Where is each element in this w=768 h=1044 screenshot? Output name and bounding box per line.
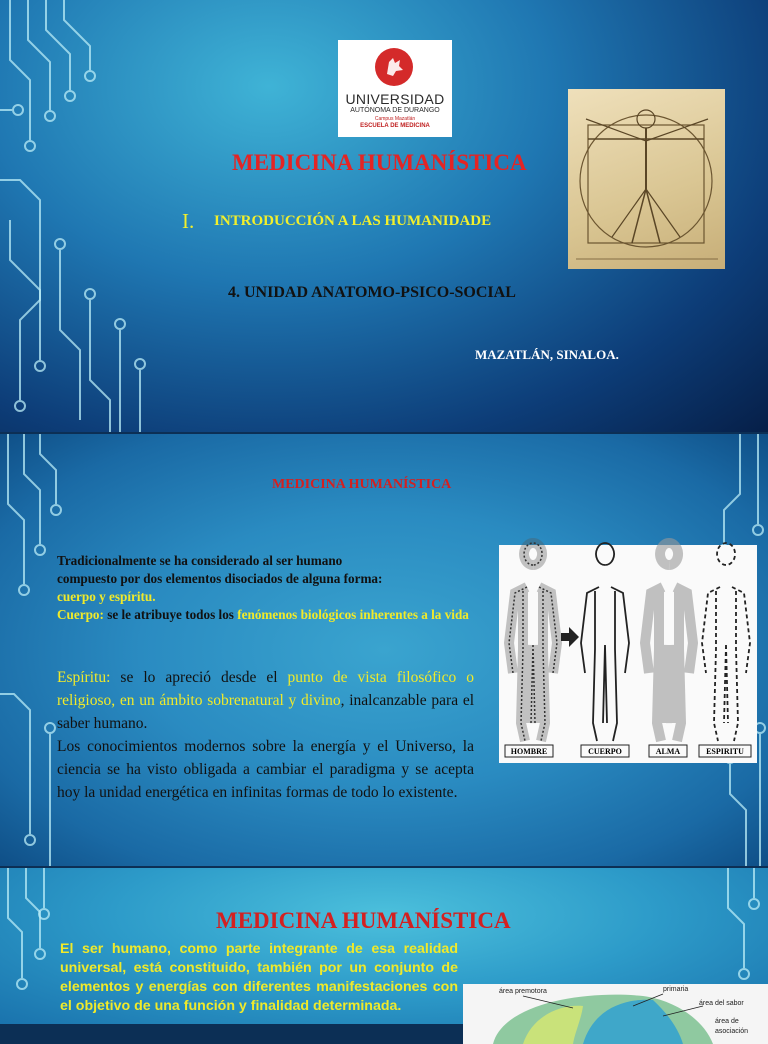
espiritu-highlight: punto de vista filosófico o religioso, en un ámbito sobrenatural y divino xyxy=(57,669,474,709)
figure-label-espiritu: ESPIRITU xyxy=(706,747,744,756)
section-number: I. xyxy=(182,209,195,233)
brain-label: área premotora xyxy=(499,988,547,995)
cuerpo-text: se le atribuye todos los xyxy=(103,607,238,622)
slide-title: MEDICINA HUMANÍSTICA xyxy=(216,908,511,933)
brain-label: primaria xyxy=(663,986,689,993)
brain-label: área de xyxy=(715,1018,739,1025)
vitruvian-man-image xyxy=(568,89,725,269)
logo-school-text: ESCUELA DE MEDICINA xyxy=(360,123,430,129)
cuerpo-highlight: fenómenos biológicos inherentes a la vida xyxy=(237,607,469,622)
modern-knowledge-text: Los conocimientos modernos sobre la energía y el Universo, la ciencia se ha visto obligada a cambiar el paradigma y se acepta hoy la unidad energética en infinitas formas de todo lo existente. xyxy=(57,738,474,801)
espiritu-label: Espíritu: xyxy=(57,669,111,686)
cuerpo-label: Cuerpo: xyxy=(57,607,104,622)
university-logo xyxy=(338,40,452,137)
circuit-decoration-left xyxy=(0,0,160,432)
figure-label-cuerpo: CUERPO xyxy=(588,747,622,756)
body-soul-spirit-figure xyxy=(499,545,757,763)
slide-title: MEDICINA HUMANÍSTICA xyxy=(272,477,452,492)
espiritu-paragraph xyxy=(57,666,474,804)
circuit-decoration-left xyxy=(0,868,60,1024)
intro-paragraph xyxy=(57,552,474,624)
brain-label: área del sabor xyxy=(699,1000,744,1007)
espiritu-text-end: , inalcanzable para el saber humano. xyxy=(57,692,475,732)
section-title: INTRODUCCIÓN A LAS HUMANIDADE xyxy=(214,213,492,229)
figure-label-alma: ALMA xyxy=(655,747,681,756)
presentation-title: MEDICINA HUMANÍSTICA xyxy=(232,150,527,175)
logo-campus-text: Campus Mazatlán xyxy=(374,116,416,122)
logo-autonoma-text: AUTÓNOMA DE DURANGO xyxy=(350,107,440,114)
brain-label: asociación xyxy=(715,1028,749,1035)
location-text: MAZATLÁN, SINALOA. xyxy=(475,347,619,362)
wolf-emblem-icon xyxy=(375,48,413,86)
intro-highlight: cuerpo y espíritu. xyxy=(57,589,156,604)
slide-paragraph: El ser humano, como parte integrante de esa realidad universal, está constituido, también por un conjunto de elementos y energías con diferentes manifestaciones con el objetivo de una función y finalidad determinada. xyxy=(60,941,458,1014)
brain-areas-image xyxy=(463,984,768,1044)
slide-3 xyxy=(0,868,768,1035)
slide-2 xyxy=(0,434,768,866)
intro-line: compuesto por dos elementos disociados de alguna forma: xyxy=(57,571,383,586)
logo-university-text: UNIVERSIDAD xyxy=(345,91,445,107)
slide-1 xyxy=(0,0,768,432)
intro-line: Tradicionalmente se ha considerado al ser humano xyxy=(57,553,343,568)
unit-title: 4. UNIDAD ANATOMO-PSICO-SOCIAL xyxy=(228,284,516,301)
espiritu-text: se lo apreció desde el xyxy=(110,669,288,686)
figure-label-hombre: HOMBRE xyxy=(510,747,548,756)
